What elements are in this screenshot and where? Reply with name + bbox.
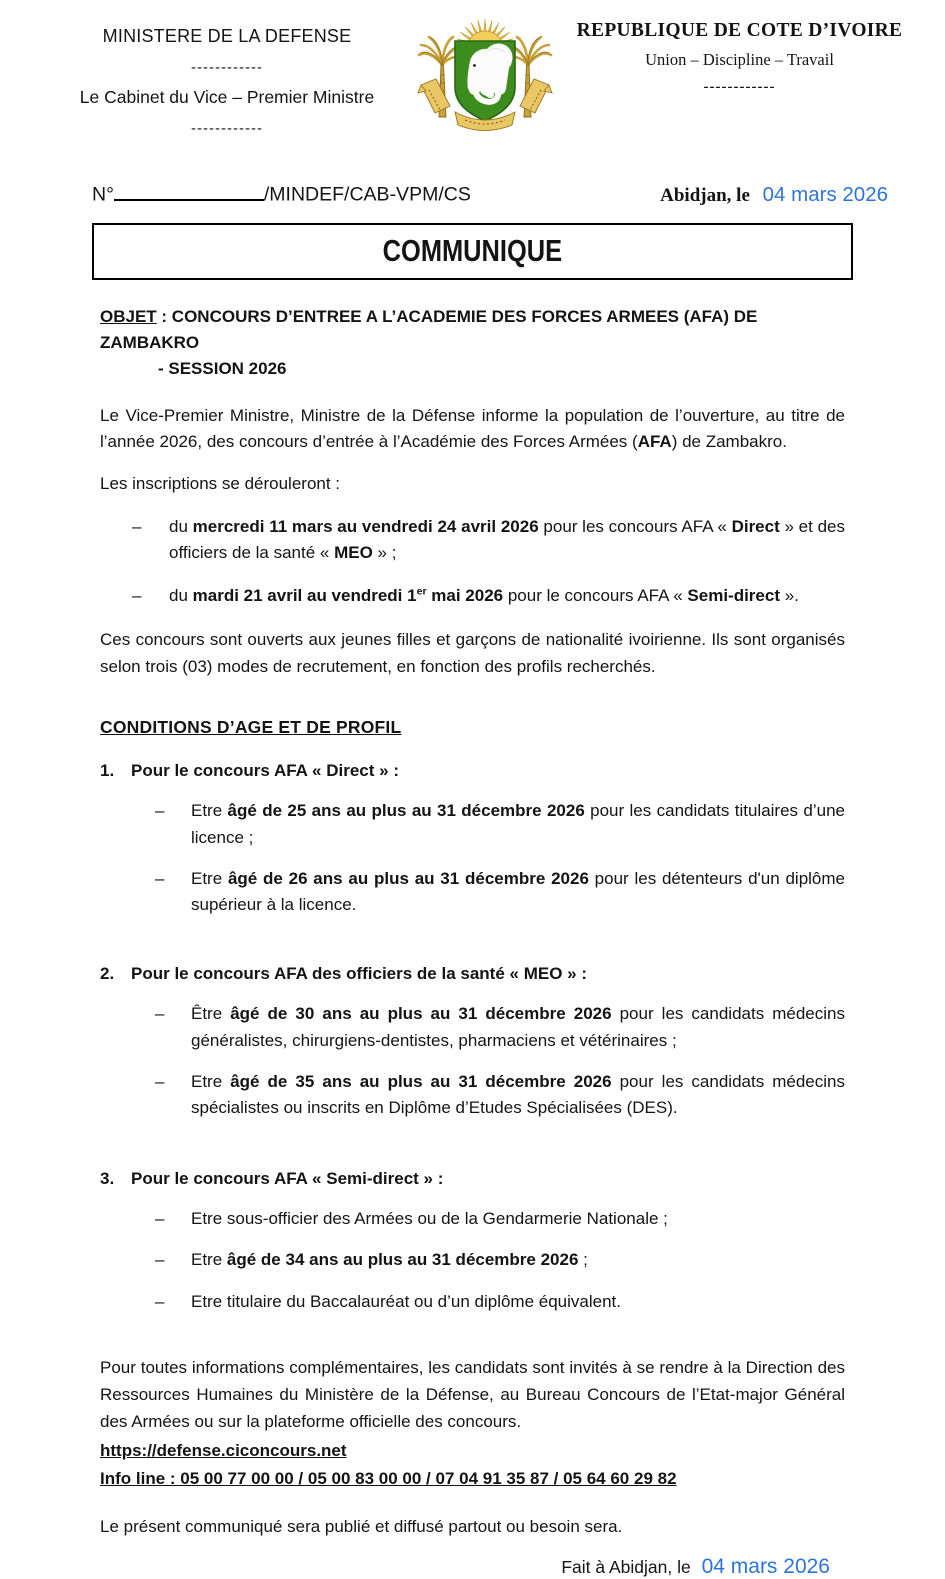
list-item <box>155 1069 845 1122</box>
subject-line2: - SESSION 2026 <box>158 359 287 379</box>
list-item-text: Etre âgé de 25 ans au plus au 31 décembre 2026 pour les candidats titulaires d’une licence ; <box>191 801 846 847</box>
bullet-dash: – <box>132 517 142 537</box>
subject-text: CONCOURS D’ENTREE A L’ACADEMIE DES FORCES ARMEES (AFA) DE ZAMBAKRO <box>100 306 758 352</box>
section-bullets <box>155 1206 845 1315</box>
reference-number-prefix: N° <box>92 183 114 206</box>
bullet-dash: – <box>155 1209 165 1229</box>
list-item-text: Etre titulaire du Baccalauréat ou d’un diplôme équivalent. <box>191 1291 621 1311</box>
list-item-text: Etre âgé de 34 ans au plus au 31 décembre 2026 ; <box>191 1250 588 1270</box>
signoff-label: Fait à Abidjan, le <box>561 1557 691 1578</box>
section-number: 1. <box>100 760 115 780</box>
section-heading-row <box>100 758 845 784</box>
list-item <box>155 1206 845 1232</box>
info-line: Info line : 05 00 77 00 00 / 05 00 83 00 00 / 07 04 91 35 87 / 05 64 60 29 82 <box>100 1469 677 1489</box>
section-heading-row <box>100 961 845 987</box>
list-item-text: du mercredi 11 mars au vendredi 24 avril 2026 pour les concours AFA « Direct » et des officiers de la santé « MEO » ; <box>169 517 846 563</box>
reference-number-blank <box>114 181 264 201</box>
paragraph-open: Ces concours sont ouverts aux jeunes filles et garçons de nationalité ivoirienne. Ils sont organisés selon trois (03) modes de recrutement, en fonction des profils recherchés. <box>100 630 845 676</box>
place-and-date <box>660 183 888 207</box>
conditions-heading: CONDITIONS D’AGE ET DE PROFIL <box>100 716 402 737</box>
cote-divoire-coat-of-arms-icon <box>415 12 555 134</box>
reference-number-suffix: /MINDEF/CAB-VPM/CS <box>263 183 471 206</box>
section-meo <box>100 961 845 1122</box>
subject-colon: : <box>156 306 172 326</box>
subject-line1 <box>100 304 845 357</box>
subject-block <box>100 304 845 383</box>
divider-dashes: ------------ <box>191 120 263 137</box>
section-heading-row <box>100 1166 845 1192</box>
ministry-title: MINISTERE DE LA DEFENSE <box>102 26 352 46</box>
signoff-date: 04 mars 2026 <box>701 1555 830 1579</box>
national-motto: Union – Discipline – Travail <box>645 50 834 69</box>
list-item-text: Etre âgé de 35 ans au plus au 31 décembre 2026 pour les candidats médecins spécialistes ou inscrits en Diplôme d’Etudes Spécialisées (DES). <box>191 1071 845 1118</box>
bullet-dash: – <box>155 869 165 889</box>
divider-dashes: ------------ <box>703 79 776 95</box>
divider-dashes: ------------ <box>191 59 263 76</box>
place-label: Abidjan, le <box>660 184 750 206</box>
paragraph-intro: Le Vice-Premier Ministre, Ministre de la Défense informe la population de l’ouverture, au titre de l’année 2026, des concours d’entrée à l’Académie des Forces Armées (AFA) de Zambakro. <box>100 405 845 452</box>
bullet-dash: – <box>155 1071 165 1091</box>
bullet-dash: – <box>155 1291 165 1311</box>
communique-title-box <box>92 223 853 280</box>
section-number: 3. <box>100 1168 115 1188</box>
inscription-list <box>132 514 845 609</box>
list-item-text: Être âgé de 30 ans au plus au 31 décembre 2026 pour les candidats médecins généralistes, chirurgiens-dentistes, pharmaciens et vétérinaires ; <box>191 1004 845 1050</box>
list-item-text: du mardi 21 avril au vendredi 1er mai 2026 pour le concours AFA « Semi-direct ». <box>169 585 799 605</box>
list-item <box>155 1247 845 1273</box>
reference-row <box>92 181 888 207</box>
bullet-dash: – <box>155 801 165 821</box>
cabinet-title: Le Cabinet du Vice – Premier Ministre <box>79 87 375 107</box>
website-link: https://defense.ciconcours.net <box>100 1440 347 1460</box>
bullet-dash: – <box>155 1250 165 1270</box>
bullet-dash: – <box>155 1004 165 1024</box>
section-heading: Pour le concours AFA « Semi-direct » : <box>131 1168 444 1188</box>
section-heading: Pour le concours AFA « Direct » : <box>131 760 399 780</box>
section-semi-direct <box>100 1166 845 1316</box>
subject-label: OBJET <box>100 306 157 326</box>
section-bullets <box>155 798 845 918</box>
signoff <box>100 1555 830 1579</box>
date-value: 04 mars 2026 <box>762 182 888 206</box>
list-item-text: Etre âgé de 26 ans au plus au 31 décembre 2026 pour les détenteurs d'un diplôme supérieur à la licence. <box>191 869 845 915</box>
list-item <box>132 583 845 609</box>
header-left-block <box>52 12 402 137</box>
list-item <box>155 866 845 919</box>
list-item <box>132 514 845 567</box>
section-number: 2. <box>100 963 115 983</box>
info-paragraph: Pour toutes informations complémentaires, les candidats sont invités à se rendre à la Direction des Ressources Humaines du Ministère de la Défense, au Bureau Concours de l’Etat-major Général des Armées ou sur la plateforme officielle des concours. <box>100 1358 845 1431</box>
list-item <box>155 798 845 851</box>
paragraph-inscriptions-intro: Les inscriptions se dérouleront : <box>100 474 341 494</box>
section-direct <box>100 758 845 919</box>
list-item <box>155 1001 845 1054</box>
header-emblem-block <box>402 12 567 139</box>
list-item-text: Etre sous-officier des Armées ou de la Gendarmerie Nationale ; <box>191 1209 668 1229</box>
reference-number <box>92 181 471 207</box>
header-right-block <box>567 12 912 96</box>
communique-title: COMMUNIQUE <box>382 232 563 268</box>
list-item <box>155 1289 845 1315</box>
section-bullets <box>155 1001 845 1121</box>
republic-title: REPUBLIQUE DE COTE D’IVOIRE <box>576 20 903 41</box>
document-header <box>0 0 945 139</box>
closing-paragraph: Le présent communiqué sera publié et diffusé partout ou besoin sera. <box>100 1517 623 1537</box>
section-heading: Pour le concours AFA des officiers de la santé « MEO » : <box>131 963 587 983</box>
bullet-dash: – <box>132 585 142 605</box>
